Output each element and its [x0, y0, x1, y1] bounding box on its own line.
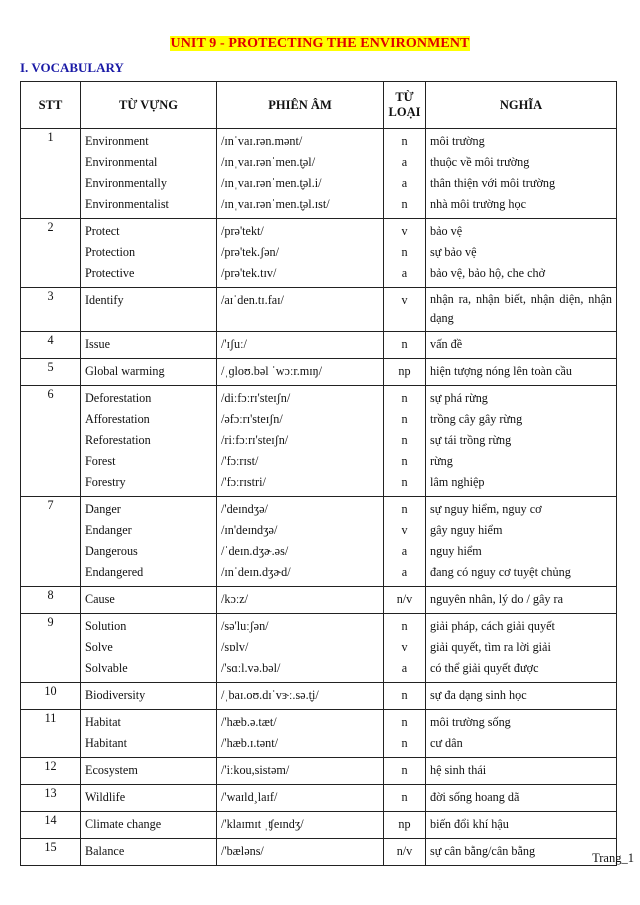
meaning-cell — [426, 129, 617, 219]
phonetic: /aɪˈden.tɪ.faɪ/ — [221, 293, 284, 307]
phonetic: /'iːkou,sistəm/ — [221, 763, 290, 777]
meaning: bảo vệ — [430, 224, 463, 238]
vocab-word: Balance — [85, 844, 125, 858]
header-meaning: NGHĨA — [426, 82, 617, 129]
meaning-cell — [426, 683, 617, 710]
meaning: có thể giải quyết được — [430, 661, 539, 675]
vocab-word: Endangered — [85, 565, 144, 579]
phonetic: /'fɔːrɪstri/ — [221, 475, 266, 489]
meaning: nhà môi trường học — [430, 197, 526, 211]
vocab-word-cell — [81, 332, 217, 359]
part-of-speech: a — [401, 544, 408, 558]
meaning: vấn đề — [430, 337, 463, 351]
meaning-cell — [426, 812, 617, 839]
row-number: 6 — [21, 386, 81, 497]
part-of-speech-cell — [384, 785, 426, 812]
row-number: 11 — [21, 710, 81, 758]
meaning: sự cân bằng/cân bằng — [430, 844, 536, 858]
phonetic-cell — [217, 288, 384, 332]
part-of-speech: v — [401, 293, 408, 307]
phonetic: /kɔːz/ — [221, 592, 249, 606]
phonetic: /'bæləns/ — [221, 844, 264, 858]
part-of-speech: np — [398, 364, 411, 378]
table-row — [21, 812, 617, 839]
table-row — [21, 332, 617, 359]
part-of-speech-cell — [384, 587, 426, 614]
table-row — [21, 839, 617, 866]
meaning: thân thiện với môi trường — [430, 176, 556, 190]
phonetic-cell — [217, 332, 384, 359]
part-of-speech-cell — [384, 614, 426, 683]
vocab-word-cell — [81, 812, 217, 839]
meaning: sự tái trồng rừng — [430, 433, 512, 447]
header-pos — [384, 82, 426, 129]
vocab-word-cell — [81, 785, 217, 812]
meaning: môi trường — [430, 134, 485, 148]
vocab-word: Solvable — [85, 661, 128, 675]
phonetic: /ˌbaɪ.oʊ.dɪˈvɝː.sə.t̬i/ — [221, 688, 319, 702]
part-of-speech: n/v — [396, 592, 413, 606]
vocab-word: Environmentalist — [85, 197, 169, 211]
meaning: nhận ra, nhận biết, nhận diện, nhận dạng — [430, 292, 612, 325]
phonetic: /'sɑːl.və.bəl/ — [221, 661, 281, 675]
meaning: biến đổi khí hậu — [430, 817, 509, 831]
vocab-word: Endanger — [85, 523, 132, 537]
section-heading: I. VOCABULARY — [20, 60, 124, 75]
meaning: đời sống hoang dã — [430, 790, 520, 804]
part-of-speech: a — [401, 565, 408, 579]
row-number: 13 — [21, 785, 81, 812]
vocab-word: Reforestation — [85, 433, 151, 447]
part-of-speech: n — [401, 391, 408, 405]
vocab-word: Protection — [85, 245, 136, 259]
table-row — [21, 587, 617, 614]
meaning: nguy hiểm — [430, 544, 482, 558]
phonetic: /sə'luːʃən/ — [221, 619, 269, 633]
meaning: giải pháp, cách giải quyết — [430, 619, 555, 633]
phonetic-cell — [217, 129, 384, 219]
vocab-word: Environmentally — [85, 176, 167, 190]
phonetic: /'klaɪmɪt ˌʧeɪndʒ/ — [221, 817, 304, 831]
part-of-speech-cell — [384, 288, 426, 332]
meaning: cư dân — [430, 736, 463, 750]
meaning: hệ sinh thái — [430, 763, 487, 777]
vocab-word: Global warming — [85, 364, 165, 378]
phonetic: /'fɔːrɪst/ — [221, 454, 259, 468]
part-of-speech: n — [401, 688, 408, 702]
phonetic: /ɪnˌvaɪ.rənˈmen.t̬əl.i/ — [221, 176, 322, 190]
part-of-speech-cell — [384, 839, 426, 866]
phonetic: /'ɪʃuː/ — [221, 337, 247, 351]
vocab-word: Solve — [85, 640, 113, 654]
phonetic: /ˈdeɪn.dʒɚ.əs/ — [221, 544, 289, 558]
header-word: TỪ VỰNG — [81, 82, 217, 129]
row-number: 15 — [21, 839, 81, 866]
vocab-word: Protect — [85, 224, 120, 238]
vocab-word-cell — [81, 288, 217, 332]
part-of-speech: n — [401, 454, 408, 468]
table-row — [21, 129, 617, 219]
part-of-speech: n — [401, 619, 408, 633]
table-header-row — [21, 82, 617, 129]
meaning-cell — [426, 497, 617, 587]
part-of-speech: v — [401, 640, 408, 654]
vocab-word: Dangerous — [85, 544, 138, 558]
row-number: 14 — [21, 812, 81, 839]
phonetic: /prə'tekt/ — [221, 224, 264, 238]
part-of-speech: n — [401, 197, 408, 211]
phonetic: /sɒlv/ — [221, 640, 249, 654]
part-of-speech: a — [401, 266, 408, 280]
vocab-word: Protective — [85, 266, 135, 280]
phonetic-cell — [217, 683, 384, 710]
phonetic-cell — [217, 219, 384, 288]
part-of-speech: a — [401, 661, 408, 675]
vocab-word: Afforestation — [85, 412, 150, 426]
part-of-speech: np — [398, 817, 411, 831]
part-of-speech: v — [401, 224, 408, 238]
meaning: rừng — [430, 454, 453, 468]
page-title — [0, 34, 640, 52]
phonetic: /ɪn'deɪndʒə/ — [221, 523, 278, 537]
row-number: 12 — [21, 758, 81, 785]
part-of-speech-cell — [384, 497, 426, 587]
meaning: sự phá rừng — [430, 391, 488, 405]
row-number: 10 — [21, 683, 81, 710]
vocab-word: Danger — [85, 502, 121, 516]
meaning-cell — [426, 219, 617, 288]
vocab-word-cell — [81, 219, 217, 288]
table-row — [21, 288, 617, 332]
header-pos-line1: TỪ — [395, 90, 414, 104]
table-row — [21, 614, 617, 683]
phonetic-cell — [217, 386, 384, 497]
part-of-speech: n — [401, 736, 408, 750]
meaning: hiện tượng nóng lên toàn cầu — [430, 364, 573, 378]
phonetic: /ˌɡloʊ.bəl ˈwɔːr.mɪŋ/ — [221, 364, 323, 378]
meaning-cell — [426, 359, 617, 386]
part-of-speech: n — [401, 337, 408, 351]
row-number: 8 — [21, 587, 81, 614]
page-title-text: UNIT 9 - PROTECTING THE ENVIRONMENT — [170, 36, 470, 51]
phonetic-cell — [217, 359, 384, 386]
part-of-speech: n — [401, 502, 408, 516]
meaning-cell — [426, 614, 617, 683]
vocab-word: Biodiversity — [85, 688, 146, 702]
meaning: trồng cây gây rừng — [430, 412, 523, 426]
part-of-speech: n — [401, 475, 408, 489]
part-of-speech-cell — [384, 812, 426, 839]
phonetic-cell — [217, 785, 384, 812]
phonetic-cell — [217, 710, 384, 758]
part-of-speech-cell — [384, 386, 426, 497]
table-row — [21, 497, 617, 587]
meaning: thuộc về môi trường — [430, 155, 530, 169]
phonetic-cell — [217, 839, 384, 866]
vocab-word: Forest — [85, 454, 116, 468]
row-number: 5 — [21, 359, 81, 386]
part-of-speech-cell — [384, 219, 426, 288]
part-of-speech: n — [401, 433, 408, 447]
part-of-speech: a — [401, 155, 408, 169]
vocab-word-cell — [81, 839, 217, 866]
row-number: 7 — [21, 497, 81, 587]
table-row — [21, 683, 617, 710]
phonetic: /əfɔːrɪ'steɪʃn/ — [221, 412, 283, 426]
vocab-word: Deforestation — [85, 391, 152, 405]
part-of-speech: n — [401, 245, 408, 259]
meaning-cell — [426, 386, 617, 497]
vocab-word-cell — [81, 683, 217, 710]
row-number: 3 — [21, 288, 81, 332]
part-of-speech: n/v — [396, 844, 413, 858]
page-number: Trang_1 — [592, 851, 634, 865]
vocab-word-cell — [81, 359, 217, 386]
phonetic-cell — [217, 497, 384, 587]
vocab-word: Forestry — [85, 475, 126, 489]
phonetic: /'deɪndʒə/ — [221, 502, 268, 516]
vocab-word: Climate change — [85, 817, 162, 831]
phonetic: /ɪnˈvaɪ.rən.mənt/ — [221, 134, 303, 148]
meaning: đang có nguy cơ tuyệt chủng — [430, 565, 571, 579]
vocab-word: Issue — [85, 337, 111, 351]
vocab-word-cell — [81, 497, 217, 587]
vocab-word: Environment — [85, 134, 149, 148]
meaning-cell — [426, 332, 617, 359]
phonetic: /'hæb.ɪ.tənt/ — [221, 736, 279, 750]
meaning: bảo vệ, bảo hộ, che chở — [430, 266, 546, 280]
table-row — [21, 758, 617, 785]
vocab-word: Habitat — [85, 715, 121, 729]
phonetic-cell — [217, 587, 384, 614]
meaning: lâm nghiệp — [430, 475, 485, 489]
table-row — [21, 359, 617, 386]
meaning: môi trường sống — [430, 715, 511, 729]
part-of-speech: n — [401, 715, 408, 729]
vocab-word: Cause — [85, 592, 115, 606]
vocab-word: Habitant — [85, 736, 127, 750]
phonetic: /prə'tek.tɪv/ — [221, 266, 277, 280]
phonetic: /'hæb.ə.tæt/ — [221, 715, 277, 729]
table-row — [21, 785, 617, 812]
vocab-word: Environmental — [85, 155, 158, 169]
meaning-cell — [426, 288, 617, 332]
row-number: 9 — [21, 614, 81, 683]
row-number: 1 — [21, 129, 81, 219]
vocab-word: Wildlife — [85, 790, 126, 804]
part-of-speech-cell — [384, 332, 426, 359]
vocab-word-cell — [81, 386, 217, 497]
part-of-speech: n — [401, 134, 408, 148]
part-of-speech: a — [401, 176, 408, 190]
phonetic-cell — [217, 758, 384, 785]
meaning-cell — [426, 785, 617, 812]
table-row — [21, 219, 617, 288]
part-of-speech: n — [401, 790, 408, 804]
phonetic-cell — [217, 812, 384, 839]
header-stt: STT — [21, 82, 81, 129]
meaning: sự bảo vệ — [430, 245, 477, 259]
meaning: gây nguy hiểm — [430, 523, 503, 537]
meaning: sự nguy hiểm, nguy cơ — [430, 502, 542, 516]
phonetic: /ɪnˌvaɪ.rənˈmen.t̬əl.ɪst/ — [221, 197, 330, 211]
phonetic: /ɪnˌvaɪ.rənˈmen.t̬əl/ — [221, 155, 316, 169]
vocab-word: Identify — [85, 293, 124, 307]
meaning-cell — [426, 839, 617, 866]
part-of-speech-cell — [384, 683, 426, 710]
phonetic-cell — [217, 614, 384, 683]
meaning-cell — [426, 758, 617, 785]
phonetic: /ɪnˈdeɪn.dʒɚd/ — [221, 565, 291, 579]
row-number: 2 — [21, 219, 81, 288]
part-of-speech: v — [401, 523, 408, 537]
vocabulary-table — [20, 81, 617, 866]
table-row — [21, 386, 617, 497]
meaning-cell — [426, 710, 617, 758]
phonetic: /riːfɔːrɪ'steɪʃn/ — [221, 433, 289, 447]
vocab-word: Solution — [85, 619, 127, 633]
vocab-word-cell — [81, 710, 217, 758]
vocab-word-cell — [81, 758, 217, 785]
table-row — [21, 710, 617, 758]
vocab-word-cell — [81, 587, 217, 614]
meaning: nguyên nhân, lý do / gây ra — [430, 592, 564, 606]
phonetic: /diːfɔːrɪ'steɪʃn/ — [221, 391, 291, 405]
part-of-speech-cell — [384, 710, 426, 758]
header-pos-line2: LOẠI — [388, 105, 421, 119]
part-of-speech-cell — [384, 758, 426, 785]
meaning: sự đa dạng sinh học — [430, 688, 527, 702]
header-ipa: PHIÊN ÂM — [217, 82, 384, 129]
phonetic: /prə'tek.ʃən/ — [221, 245, 280, 259]
meaning: giải quyết, tìm ra lời giải — [430, 640, 551, 654]
part-of-speech-cell — [384, 359, 426, 386]
vocab-word-cell — [81, 129, 217, 219]
meaning-cell — [426, 587, 617, 614]
row-number: 4 — [21, 332, 81, 359]
part-of-speech: n — [401, 412, 408, 426]
phonetic: /'waɪld¸laɪf/ — [221, 790, 278, 804]
table-body — [21, 129, 617, 866]
vocab-word: Ecosystem — [85, 763, 138, 777]
part-of-speech-cell — [384, 129, 426, 219]
part-of-speech: n — [401, 763, 408, 777]
vocab-word-cell — [81, 614, 217, 683]
